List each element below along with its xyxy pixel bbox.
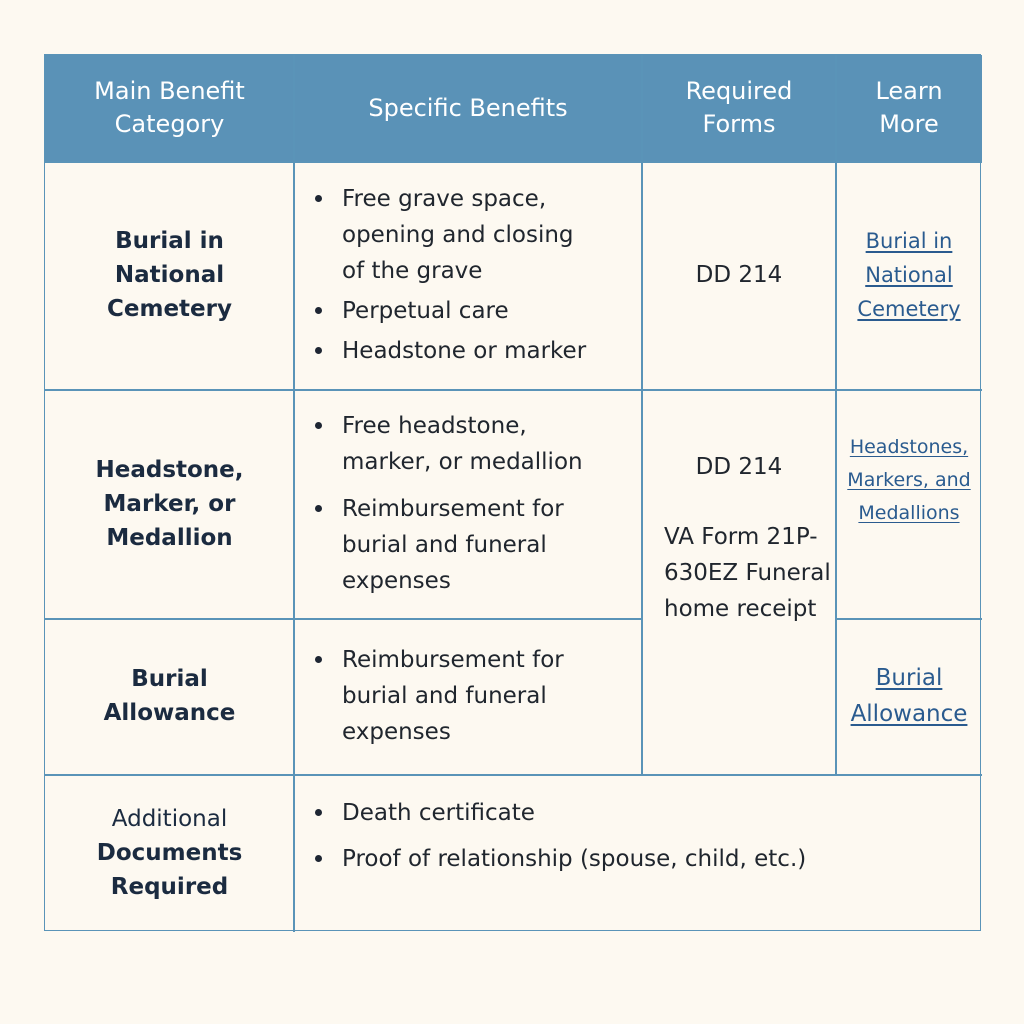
form-name: DD 214: [695, 454, 783, 480]
list-item: Proof of relationship (spouse, child, etc.): [294, 841, 934, 877]
category-burial-national-cemetery: [45, 161, 294, 389]
list-item: Headstone or marker: [294, 333, 594, 369]
form-name: VA Form 21P-630EZ Funeral home receipt: [664, 524, 831, 622]
header-label: Required Forms: [685, 77, 793, 138]
forms-cell-shared: [642, 389, 836, 774]
benefits-list: [294, 408, 594, 599]
form-name: DD 214: [695, 262, 783, 288]
benefits-list: [294, 642, 594, 750]
list-item: Death certificate: [294, 795, 934, 831]
category-headstone-marker-medallion: [45, 389, 294, 618]
grid-divider: [45, 161, 982, 163]
category-additional-documents: [45, 774, 294, 932]
header-learn-more: [836, 55, 982, 161]
benefits-cell-row1: [294, 161, 642, 389]
category-label: Additional: [111, 806, 228, 832]
header-label: Learn More: [875, 77, 943, 138]
grid-divider: [836, 618, 982, 620]
grid-divider: [293, 55, 295, 932]
benefits-cell-row2: [294, 389, 642, 618]
list-item: Free grave space, opening and closing of the grave: [294, 181, 594, 289]
list-item: Perpetual care: [294, 293, 594, 329]
benefits-list: [294, 181, 594, 369]
category-label: Burial Allowance: [103, 666, 236, 726]
grid-divider: [641, 55, 643, 774]
category-label: Documents Required: [96, 840, 243, 900]
header-specific-benefits: [294, 55, 642, 161]
category-label: Headstone, Marker, or Medallion: [95, 456, 244, 551]
learn-more-cell-row2: [836, 389, 982, 618]
grid-divider: [45, 774, 982, 776]
category-label: Burial in National Cemetery: [107, 228, 232, 322]
header-required-forms: [642, 55, 836, 161]
grid-divider: [45, 389, 982, 391]
list-item: Reimbursement for burial and funeral expenses: [294, 491, 594, 599]
list-item: Free headstone, marker, or medallion: [294, 408, 594, 480]
header-label: Specific Benefits: [368, 93, 568, 122]
benefits-list: [294, 795, 934, 877]
header-label: Main Benefit Category: [94, 77, 245, 138]
header-main-benefit-category: [45, 55, 294, 161]
list-item: Reimbursement for burial and funeral expenses: [294, 642, 594, 750]
learn-more-cell-row3: [836, 618, 982, 774]
benefits-table: [44, 54, 981, 931]
grid-divider: [45, 618, 642, 620]
learn-more-link-burial-allowance[interactable]: Burial Allowance: [850, 665, 968, 727]
benefits-cell-row4: [294, 774, 982, 932]
learn-more-cell-row1: [836, 161, 982, 389]
grid-divider: [835, 55, 837, 774]
learn-more-link-headstones-markers-medallions[interactable]: Headstones, Markers, and Medallions: [847, 436, 971, 524]
forms-cell-row1: [642, 161, 836, 389]
learn-more-link-burial-national-cemetery[interactable]: Burial in National Cemetery: [857, 229, 961, 321]
category-burial-allowance: [45, 618, 294, 774]
benefits-cell-row3: [294, 618, 642, 774]
